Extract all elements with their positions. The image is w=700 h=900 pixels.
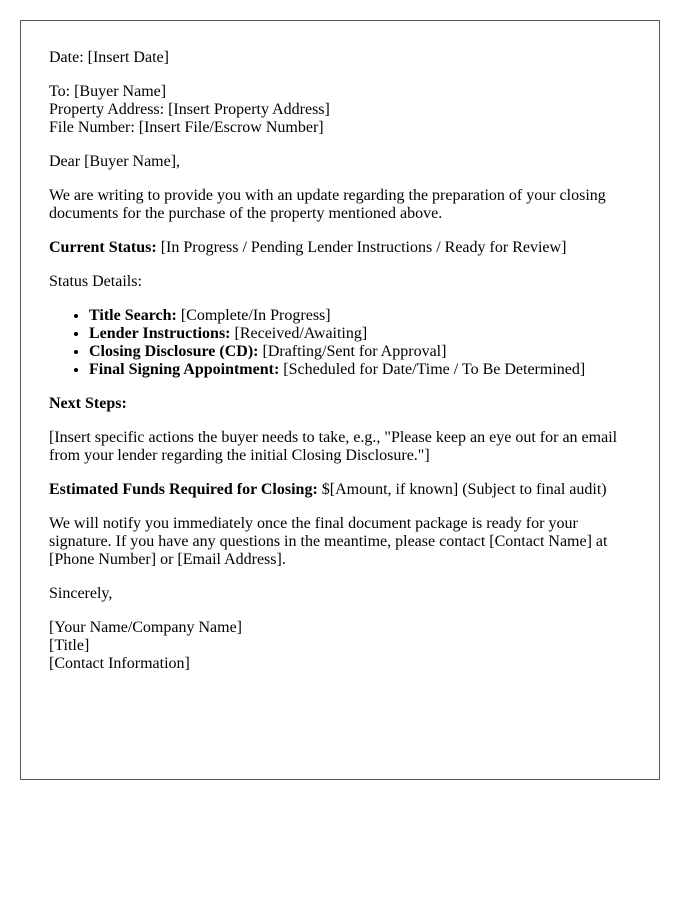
- closing: [49, 585, 631, 603]
- status-item-label: Final Signing Appointment:: [89, 361, 280, 378]
- closing-text: Sincerely,: [49, 585, 113, 602]
- signature-name: [Your Name/Company Name]: [49, 619, 243, 636]
- status-item-title-search: [89, 307, 631, 325]
- notify-paragraph: [49, 515, 631, 569]
- status-item-label: Lender Instructions:: [89, 325, 231, 342]
- signature-title: [Title]: [49, 637, 90, 654]
- status-item-value: [Scheduled for Date/Time / To Be Determined]: [279, 361, 586, 378]
- status-item-closing-disclosure: [89, 343, 631, 361]
- notify-line: [Phone Number] or [Email Address].: [49, 551, 286, 568]
- status-item-final-signing: [89, 361, 631, 379]
- status-item-label: Title Search:: [89, 307, 177, 324]
- status-list: [49, 307, 631, 379]
- status-item-lender-instructions: [89, 325, 631, 343]
- date-line: [49, 49, 631, 67]
- estimated-funds: [49, 481, 631, 499]
- next-steps-line: [Insert specific actions the buyer needs to take, e.g., "Please keep an eye out for an email: [49, 429, 618, 446]
- current-status-value: [In Progress / Pending Lender Instructions / Ready for Review]: [156, 239, 567, 256]
- status-details-label: Status Details:: [49, 273, 142, 290]
- letter-frame: [20, 20, 660, 780]
- status-item-value: [Drafting/Sent for Approval]: [258, 343, 447, 360]
- intro-paragraph: [49, 187, 631, 223]
- next-steps-line: from your lender regarding the initial Closing Disclosure."]: [49, 447, 430, 464]
- signature-block: [49, 619, 631, 673]
- next-steps-label: Next Steps:: [49, 395, 127, 412]
- date-text: Date: [Insert Date]: [49, 49, 169, 66]
- current-status: [49, 239, 631, 257]
- notify-line: We will notify you immediately once the final document package is ready for your: [49, 515, 578, 532]
- intro-line: We are writing to provide you with an update regarding the preparation of your closing: [49, 187, 606, 204]
- intro-line: documents for the purchase of the property mentioned above.: [49, 205, 443, 222]
- next-steps-heading: [49, 395, 631, 413]
- current-status-label: Current Status:: [49, 239, 157, 256]
- next-steps-paragraph: [49, 429, 631, 465]
- status-item-label: Closing Disclosure (CD):: [89, 343, 259, 360]
- status-item-value: [Complete/In Progress]: [176, 307, 331, 324]
- estimated-funds-label: Estimated Funds Required for Closing:: [49, 481, 318, 498]
- estimated-funds-value: $[Amount, if known] (Subject to final audit): [317, 481, 607, 498]
- status-item-value: [Received/Awaiting]: [230, 325, 368, 342]
- property-address-line: Property Address: [Insert Property Address]: [49, 101, 330, 118]
- file-number-line: File Number: [Insert File/Escrow Number]: [49, 119, 324, 136]
- recipient-block: [49, 83, 631, 137]
- signature-contact: [Contact Information]: [49, 655, 190, 672]
- greeting: [49, 153, 631, 171]
- status-details-heading: [49, 273, 631, 291]
- greeting-text: Dear [Buyer Name],: [49, 153, 181, 170]
- recipient-to-line: To: [Buyer Name]: [49, 83, 167, 100]
- notify-line: signature. If you have any questions in the meantime, please contact [Contact Name] at: [49, 533, 608, 550]
